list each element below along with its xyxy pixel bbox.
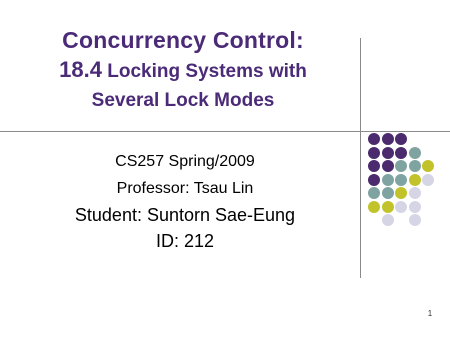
- course-line: CS257 Spring/2009: [115, 153, 255, 170]
- section-number: 18.4: [59, 57, 102, 82]
- title-line-2: [6, 55, 360, 86]
- page-number: 1: [427, 309, 433, 318]
- title-line-2-text: Locking Systems with: [102, 61, 307, 82]
- title-line-3: Several Lock Modes: [91, 90, 275, 111]
- decorative-dot: [382, 187, 394, 199]
- decorative-dot-grid: [362, 133, 446, 257]
- decorative-dot: [382, 201, 394, 213]
- student-line: Student: Suntorn Sae-Eung: [74, 205, 296, 225]
- decorative-dot: [409, 201, 421, 213]
- decorative-dot: [395, 174, 407, 186]
- decorative-dot: [395, 160, 407, 172]
- horizontal-divider: [0, 131, 450, 132]
- decorative-dot: [368, 147, 380, 159]
- decorative-dot: [382, 174, 394, 186]
- decorative-dot: [409, 187, 421, 199]
- slide-title: [6, 25, 360, 115]
- decorative-dot: [395, 133, 407, 145]
- decorative-dot: [395, 147, 407, 159]
- id-line: ID: 212: [155, 231, 215, 251]
- vertical-divider: [360, 38, 361, 278]
- decorative-dot: [382, 160, 394, 172]
- decorative-dot: [368, 174, 380, 186]
- professor-line: Professor: Tsau Lin: [116, 180, 254, 197]
- decorative-dot: [368, 201, 380, 213]
- decorative-dot: [422, 160, 434, 172]
- decorative-dot: [409, 160, 421, 172]
- slide-body: [40, 148, 330, 254]
- decorative-dot: [395, 201, 407, 213]
- decorative-dot: [395, 187, 407, 199]
- decorative-dot: [409, 214, 421, 226]
- decorative-dot: [382, 133, 394, 145]
- decorative-dot: [422, 174, 434, 186]
- title-line-1: Concurrency Control:: [62, 27, 304, 53]
- decorative-dot: [382, 147, 394, 159]
- decorative-dot: [368, 133, 380, 145]
- decorative-dot: [368, 160, 380, 172]
- decorative-dot: [409, 174, 421, 186]
- decorative-dot: [382, 214, 394, 226]
- decorative-dot: [368, 187, 380, 199]
- decorative-dot: [409, 147, 421, 159]
